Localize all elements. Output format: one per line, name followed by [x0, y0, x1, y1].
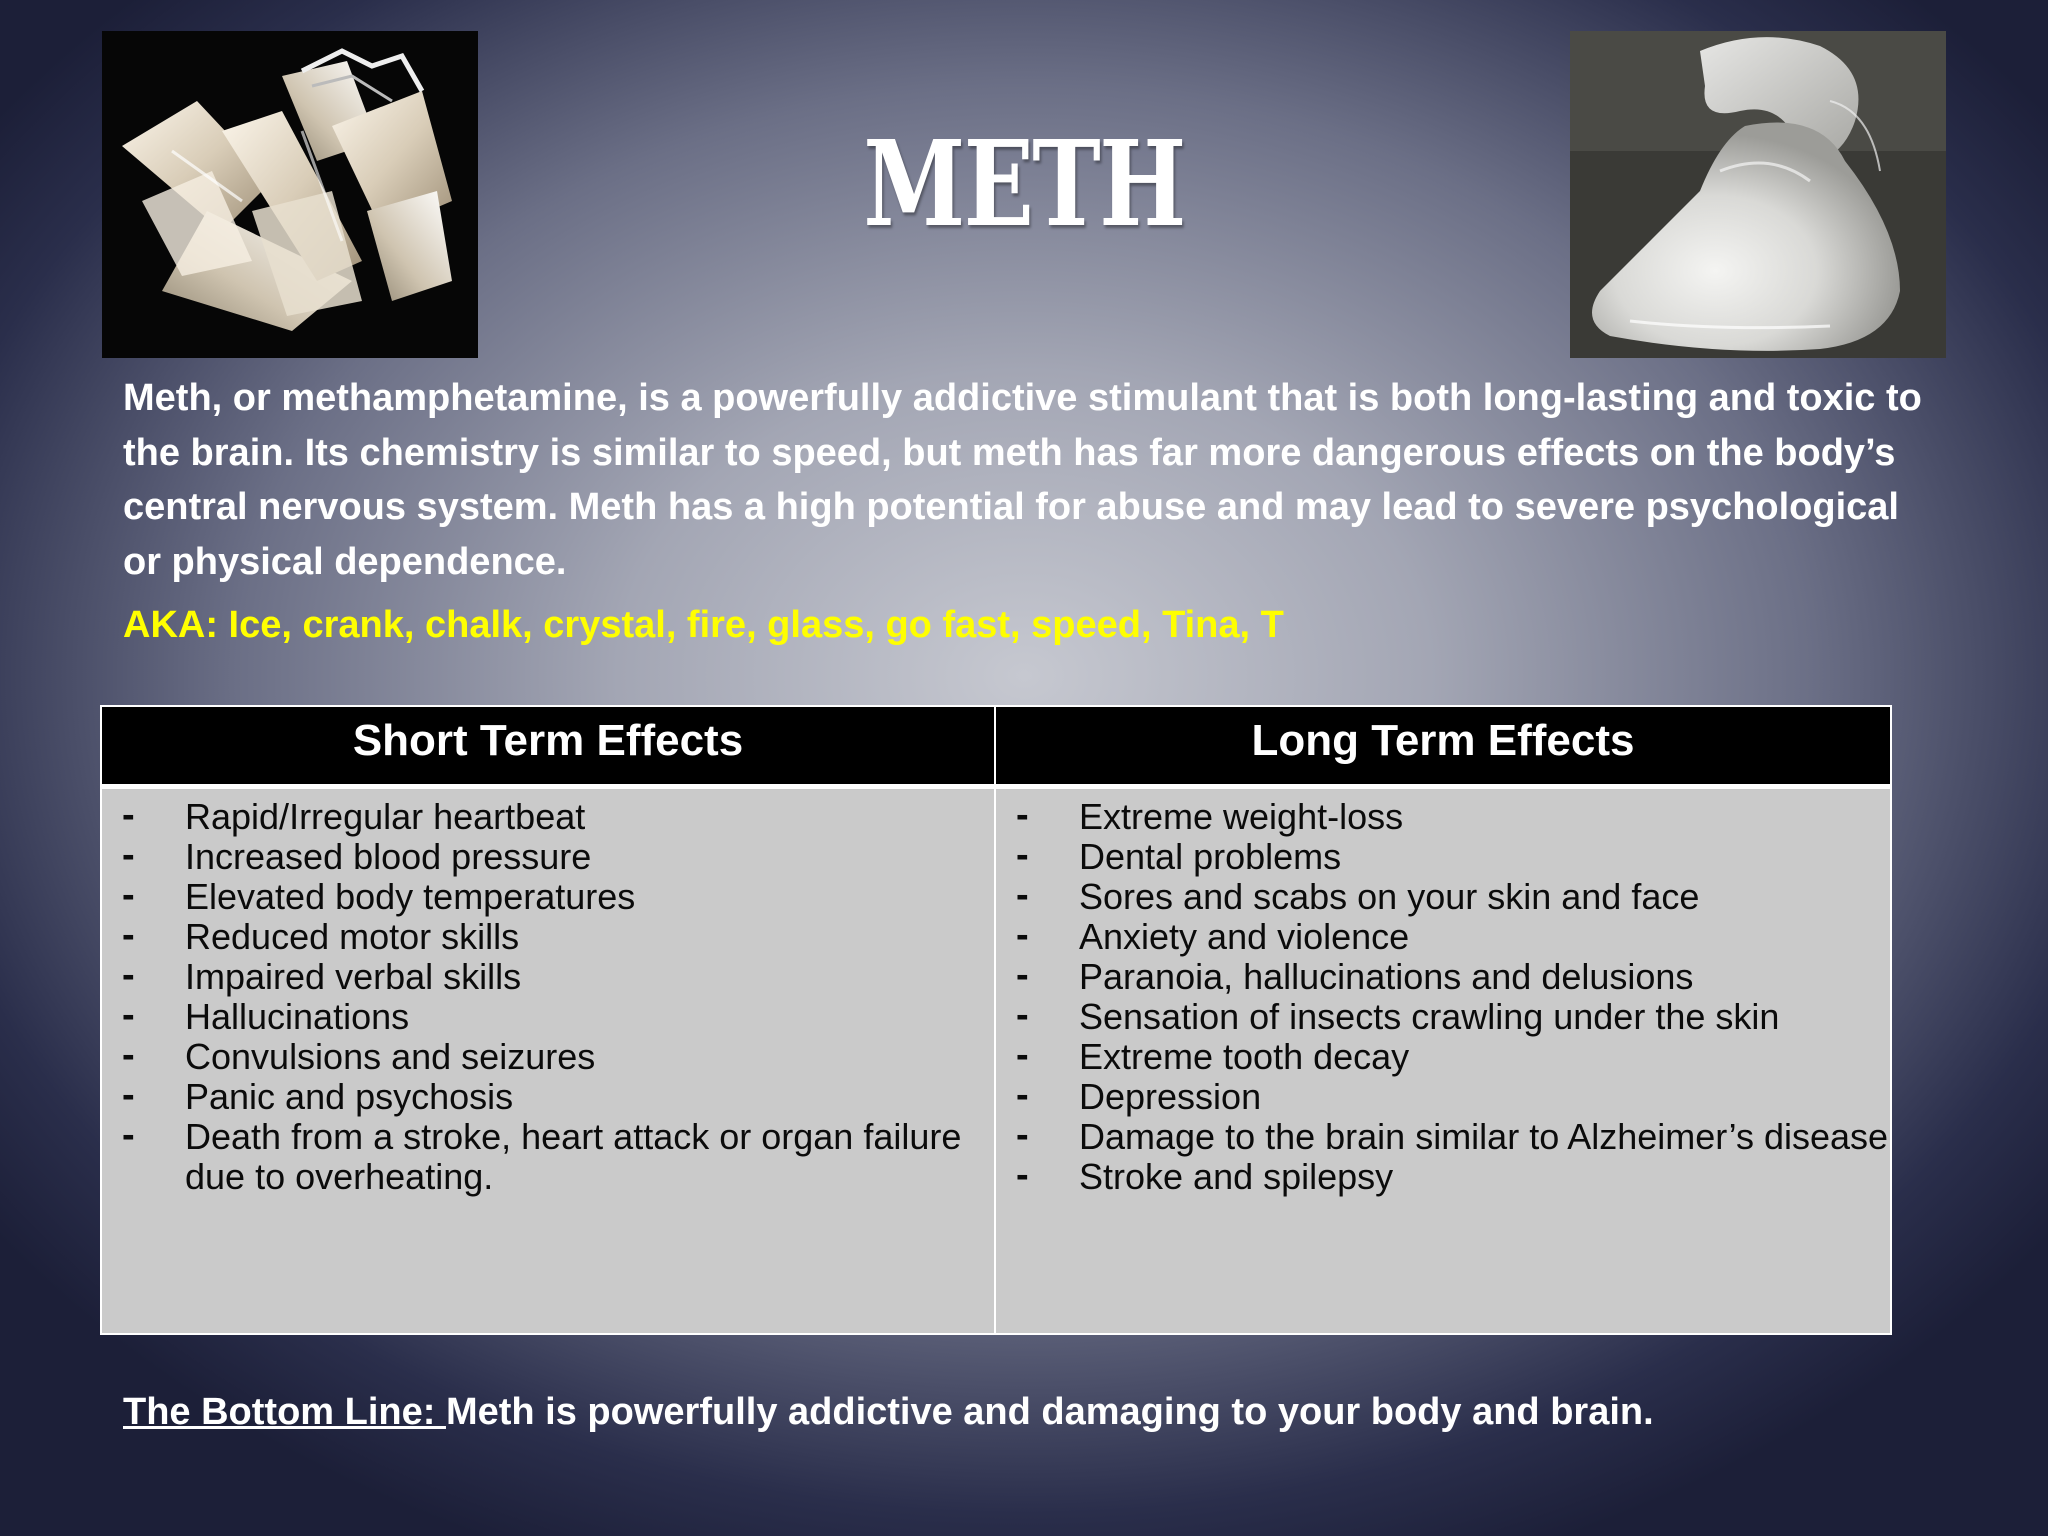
bottom-line-label: The Bottom Line: — [123, 1391, 446, 1433]
meth-bag-photo — [1570, 31, 1946, 358]
list-item: - Stroke and spilepsy — [1016, 1157, 1890, 1197]
slide-title: METH — [863, 114, 1185, 253]
short-term-header: Short Term Effects — [102, 707, 996, 789]
effects-table — [100, 705, 1892, 1335]
list-item: - Sensation of insects crawling under the skin — [1016, 997, 1890, 1037]
meth-crystals-photo — [102, 31, 478, 358]
intro-paragraph: Meth, or methamphetamine, is a powerfully addictive stimulant that is both long-lasting and toxic to the brain. Its chemistry is similar to speed, but meth has far more dangerous effects on the body’s central nervous system. Meth has a high potential for abuse and may lead to severe psychological or physical dependence. — [123, 377, 1922, 583]
list-item: - Extreme tooth decay — [1016, 1037, 1890, 1077]
plastic-bag-image — [1570, 31, 1946, 358]
long-term-header: Long Term Effects — [996, 707, 1890, 789]
aka-street-names: AKA: Ice, crank, chalk, crystal, fire, glass, go fast, speed, Tina, T — [123, 604, 1284, 646]
list-item: - Increased blood pressure — [122, 837, 994, 877]
short-term-list — [122, 797, 994, 1197]
list-item: - Hallucinations — [122, 997, 994, 1037]
short-term-cell — [102, 789, 996, 1333]
bottom-line-text: Meth is powerfully addictive and damaging to your body and brain. — [445, 1391, 1654, 1433]
list-item: - Death from a stroke, heart attack or organ failure due to overheating. — [122, 1117, 994, 1197]
list-item: - Reduced motor skills — [122, 917, 994, 957]
bottom-line-statement — [123, 1385, 1923, 1439]
list-item: - Extreme weight-loss — [1016, 797, 1890, 837]
list-item: - Depression — [1016, 1077, 1890, 1117]
list-item: - Impaired verbal skills — [122, 957, 994, 997]
list-item: - Rapid/Irregular heartbeat — [122, 797, 994, 837]
list-item: - Dental problems — [1016, 837, 1890, 877]
list-item: - Elevated body temperatures — [122, 877, 994, 917]
list-item: - Paranoia, hallucinations and delusions — [1016, 957, 1890, 997]
list-item: - Sores and scabs on your skin and face — [1016, 877, 1890, 917]
long-term-cell — [996, 789, 1890, 1333]
list-item: - Anxiety and violence — [1016, 917, 1890, 957]
crystal-shards-image — [102, 31, 478, 358]
list-item: - Damage to the brain similar to Alzheimer’s disease — [1016, 1117, 1890, 1157]
list-item: - Panic and psychosis — [122, 1077, 994, 1117]
list-item: - Convulsions and seizures — [122, 1037, 994, 1077]
long-term-list — [1016, 797, 1890, 1197]
